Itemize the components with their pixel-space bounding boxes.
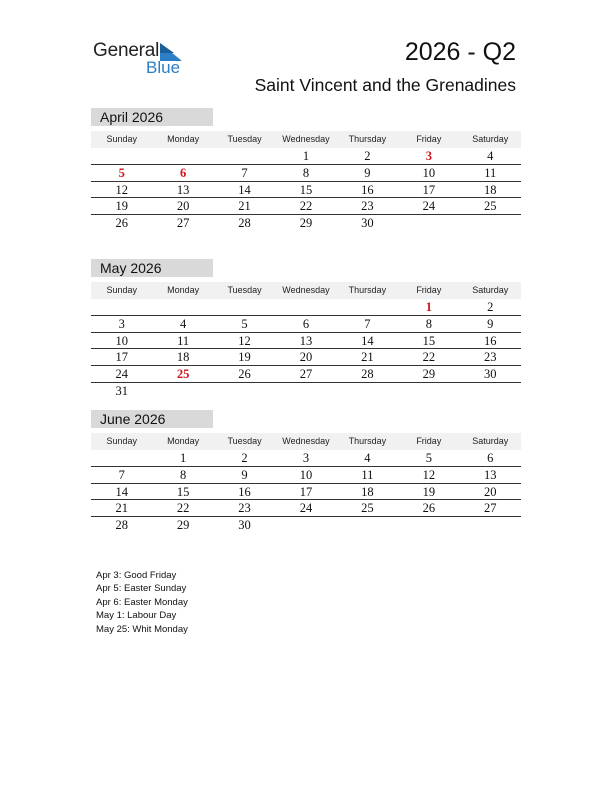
month-block-may [91, 259, 521, 400]
day-cell: 21 [361, 350, 374, 365]
day-cell [152, 299, 213, 315]
day-cell [214, 148, 275, 164]
weekday-label: Wednesday [282, 436, 330, 446]
weekday-label: Sunday [106, 436, 137, 446]
day-cell: 21 [115, 501, 128, 516]
day-cell: 27 [483, 501, 497, 516]
holiday-day-cell: 25 [176, 367, 190, 382]
holiday-day-cell: 5 [118, 165, 125, 180]
week-row [91, 198, 521, 215]
day-cell: 28 [115, 518, 128, 533]
day-cell [460, 215, 521, 232]
day-cell: 8 [180, 467, 187, 482]
day-cell: 20 [176, 199, 190, 214]
day-cell: 3 [118, 316, 125, 331]
weekday-label: Friday [416, 436, 442, 446]
day-cell: 4 [180, 316, 187, 331]
day-cell [91, 450, 152, 466]
weekday-label: Thursday [348, 436, 387, 446]
day-cell: 22 [422, 350, 436, 365]
holiday-notes [96, 569, 188, 636]
week-row [91, 299, 521, 316]
day-cell: 27 [299, 367, 313, 382]
weekday-label: Monday [167, 285, 200, 295]
day-cell: 22 [299, 199, 313, 214]
generalblue-logo [93, 40, 193, 80]
month-block-june [91, 410, 521, 534]
day-cell: 13 [483, 467, 497, 482]
day-cell: 18 [483, 182, 497, 197]
day-cell: 26 [238, 367, 251, 382]
weekday-label: Friday [416, 134, 442, 144]
day-cell [152, 383, 213, 400]
weekday-header-row [91, 433, 521, 450]
week-row [91, 182, 521, 199]
day-cell: 17 [299, 484, 313, 499]
day-cell: 23 [361, 199, 374, 214]
day-cell: 1 [302, 149, 310, 163]
week-row [91, 383, 521, 400]
day-cell: 26 [115, 216, 128, 231]
weekday-label: Friday [416, 285, 442, 295]
day-cell: 6 [487, 451, 494, 465]
weekday-label: Thursday [348, 134, 387, 144]
day-cell: 15 [176, 484, 190, 499]
day-cell: 8 [425, 316, 432, 331]
day-cell: 25 [483, 199, 497, 214]
day-cell: 13 [176, 182, 190, 197]
holiday-note: May 1: Labour Day [96, 610, 177, 622]
holiday-note: Apr 6: Easter Monday [96, 596, 188, 608]
day-cell: 2 [241, 451, 248, 465]
holiday-day-cell: 6 [180, 165, 187, 180]
day-cell: 29 [422, 367, 436, 382]
day-cell: 18 [176, 350, 190, 365]
week-row [91, 316, 521, 333]
weekday-label: Tuesday [227, 285, 262, 295]
day-cell: 7 [118, 467, 125, 482]
day-cell: 22 [176, 501, 190, 516]
day-cell: 23 [238, 501, 251, 516]
day-cell: 28 [361, 367, 374, 382]
day-cell: 8 [302, 165, 310, 180]
week-row [91, 517, 521, 534]
day-cell [275, 299, 336, 315]
day-cell: 29 [299, 216, 313, 231]
week-row [91, 467, 521, 484]
day-cell [275, 383, 336, 400]
day-cell [214, 383, 275, 400]
week-row [91, 349, 521, 366]
day-cell: 24 [115, 367, 128, 382]
weekday-label: Saturday [472, 134, 509, 144]
day-cell: 21 [238, 199, 251, 214]
day-cell: 15 [299, 182, 313, 197]
day-cell: 25 [361, 501, 374, 516]
week-row [91, 366, 521, 383]
weekday-label: Saturday [472, 285, 509, 295]
weekday-label: Wednesday [282, 134, 330, 144]
day-cell: 14 [361, 333, 374, 348]
day-cell: 10 [422, 165, 436, 180]
day-cell: 16 [483, 333, 497, 348]
week-row [91, 215, 521, 232]
week-row [91, 165, 521, 182]
logo-word-blue: Blue [146, 58, 181, 77]
weekday-header-row [91, 282, 521, 299]
day-cell: 7 [241, 165, 248, 180]
day-cell: 6 [302, 316, 310, 331]
day-cell [398, 383, 459, 400]
day-cell [337, 517, 398, 534]
day-cell: 19 [115, 199, 128, 214]
day-cell: 3 [302, 451, 310, 465]
week-row [91, 500, 521, 517]
weekday-label: Sunday [106, 285, 137, 295]
day-cell [337, 299, 398, 315]
day-cell: 5 [241, 316, 248, 331]
day-cell: 26 [422, 501, 436, 516]
day-cell: 14 [115, 484, 128, 499]
logo-word-general: General [93, 40, 160, 61]
day-cell: 13 [299, 333, 313, 348]
day-cell: 20 [299, 350, 313, 365]
day-cell: 19 [422, 484, 436, 499]
day-cell: 27 [176, 216, 190, 231]
day-cell: 11 [177, 333, 190, 348]
day-cell: 11 [484, 165, 497, 180]
day-cell: 2 [487, 300, 494, 314]
day-cell: 9 [487, 316, 494, 331]
week-row [91, 450, 521, 467]
weekday-label: Tuesday [227, 436, 262, 446]
day-cell: 14 [238, 182, 251, 197]
day-cell: 1 [180, 451, 187, 465]
day-cell: 9 [241, 467, 248, 482]
weekday-label: Thursday [348, 285, 387, 295]
day-cell: 24 [422, 199, 436, 214]
day-cell: 5 [425, 451, 432, 465]
day-cell: 16 [238, 484, 251, 499]
country-subtitle: Saint Vincent and the Grenadines [254, 75, 516, 95]
day-cell: 23 [483, 350, 497, 365]
day-cell: 31 [115, 383, 128, 398]
day-cell: 4 [487, 149, 494, 163]
day-cell: 7 [364, 316, 371, 331]
day-cell [91, 148, 152, 164]
day-cell: 30 [483, 367, 497, 382]
day-cell [460, 517, 521, 534]
weekday-label: Tuesday [227, 134, 262, 144]
day-cell [152, 148, 213, 164]
day-cell: 30 [361, 216, 374, 231]
day-cell: 9 [364, 165, 371, 180]
day-cell: 2 [364, 149, 371, 163]
holiday-day-cell: 3 [425, 149, 432, 163]
week-row [91, 484, 521, 501]
month-title: May 2026 [91, 259, 213, 277]
month-block-april [91, 108, 521, 232]
day-cell: 17 [422, 182, 436, 197]
holiday-day-cell: 1 [425, 300, 432, 314]
day-cell: 30 [238, 518, 251, 533]
day-cell: 15 [422, 333, 436, 348]
day-cell: 28 [238, 216, 251, 231]
day-cell [460, 383, 521, 400]
day-cell: 20 [483, 484, 497, 499]
holiday-note: Apr 5: Easter Sunday [96, 583, 187, 595]
holiday-note: May 25: Whit Monday [96, 623, 188, 635]
page-title: 2026 - Q2 [404, 38, 516, 66]
day-cell: 10 [299, 467, 313, 482]
day-cell [337, 383, 398, 400]
week-row [91, 333, 521, 350]
day-cell: 12 [422, 467, 436, 482]
month-title: June 2026 [91, 410, 213, 428]
day-cell: 18 [361, 484, 374, 499]
weekday-label: Monday [167, 436, 200, 446]
day-cell: 12 [238, 333, 251, 348]
day-cell: 11 [361, 467, 374, 482]
day-cell [214, 299, 275, 315]
month-title: April 2026 [91, 108, 213, 126]
weekday-label: Monday [167, 134, 200, 144]
day-cell: 12 [115, 182, 128, 197]
day-cell: 24 [299, 501, 313, 516]
day-cell: 29 [176, 518, 190, 533]
weekday-label: Saturday [472, 436, 509, 446]
weekday-label: Sunday [106, 134, 137, 144]
weekday-label: Wednesday [282, 285, 330, 295]
day-cell: 17 [115, 350, 128, 365]
day-cell [398, 215, 459, 232]
day-cell: 16 [361, 182, 374, 197]
day-cell: 19 [238, 350, 251, 365]
holiday-note: Apr 3: Good Friday [96, 570, 177, 581]
day-cell [91, 299, 152, 315]
day-cell: 10 [115, 333, 128, 348]
day-cell [398, 517, 459, 534]
week-row [91, 148, 521, 165]
day-cell [275, 517, 336, 534]
day-cell: 4 [364, 451, 371, 465]
weekday-header-row [91, 131, 521, 148]
